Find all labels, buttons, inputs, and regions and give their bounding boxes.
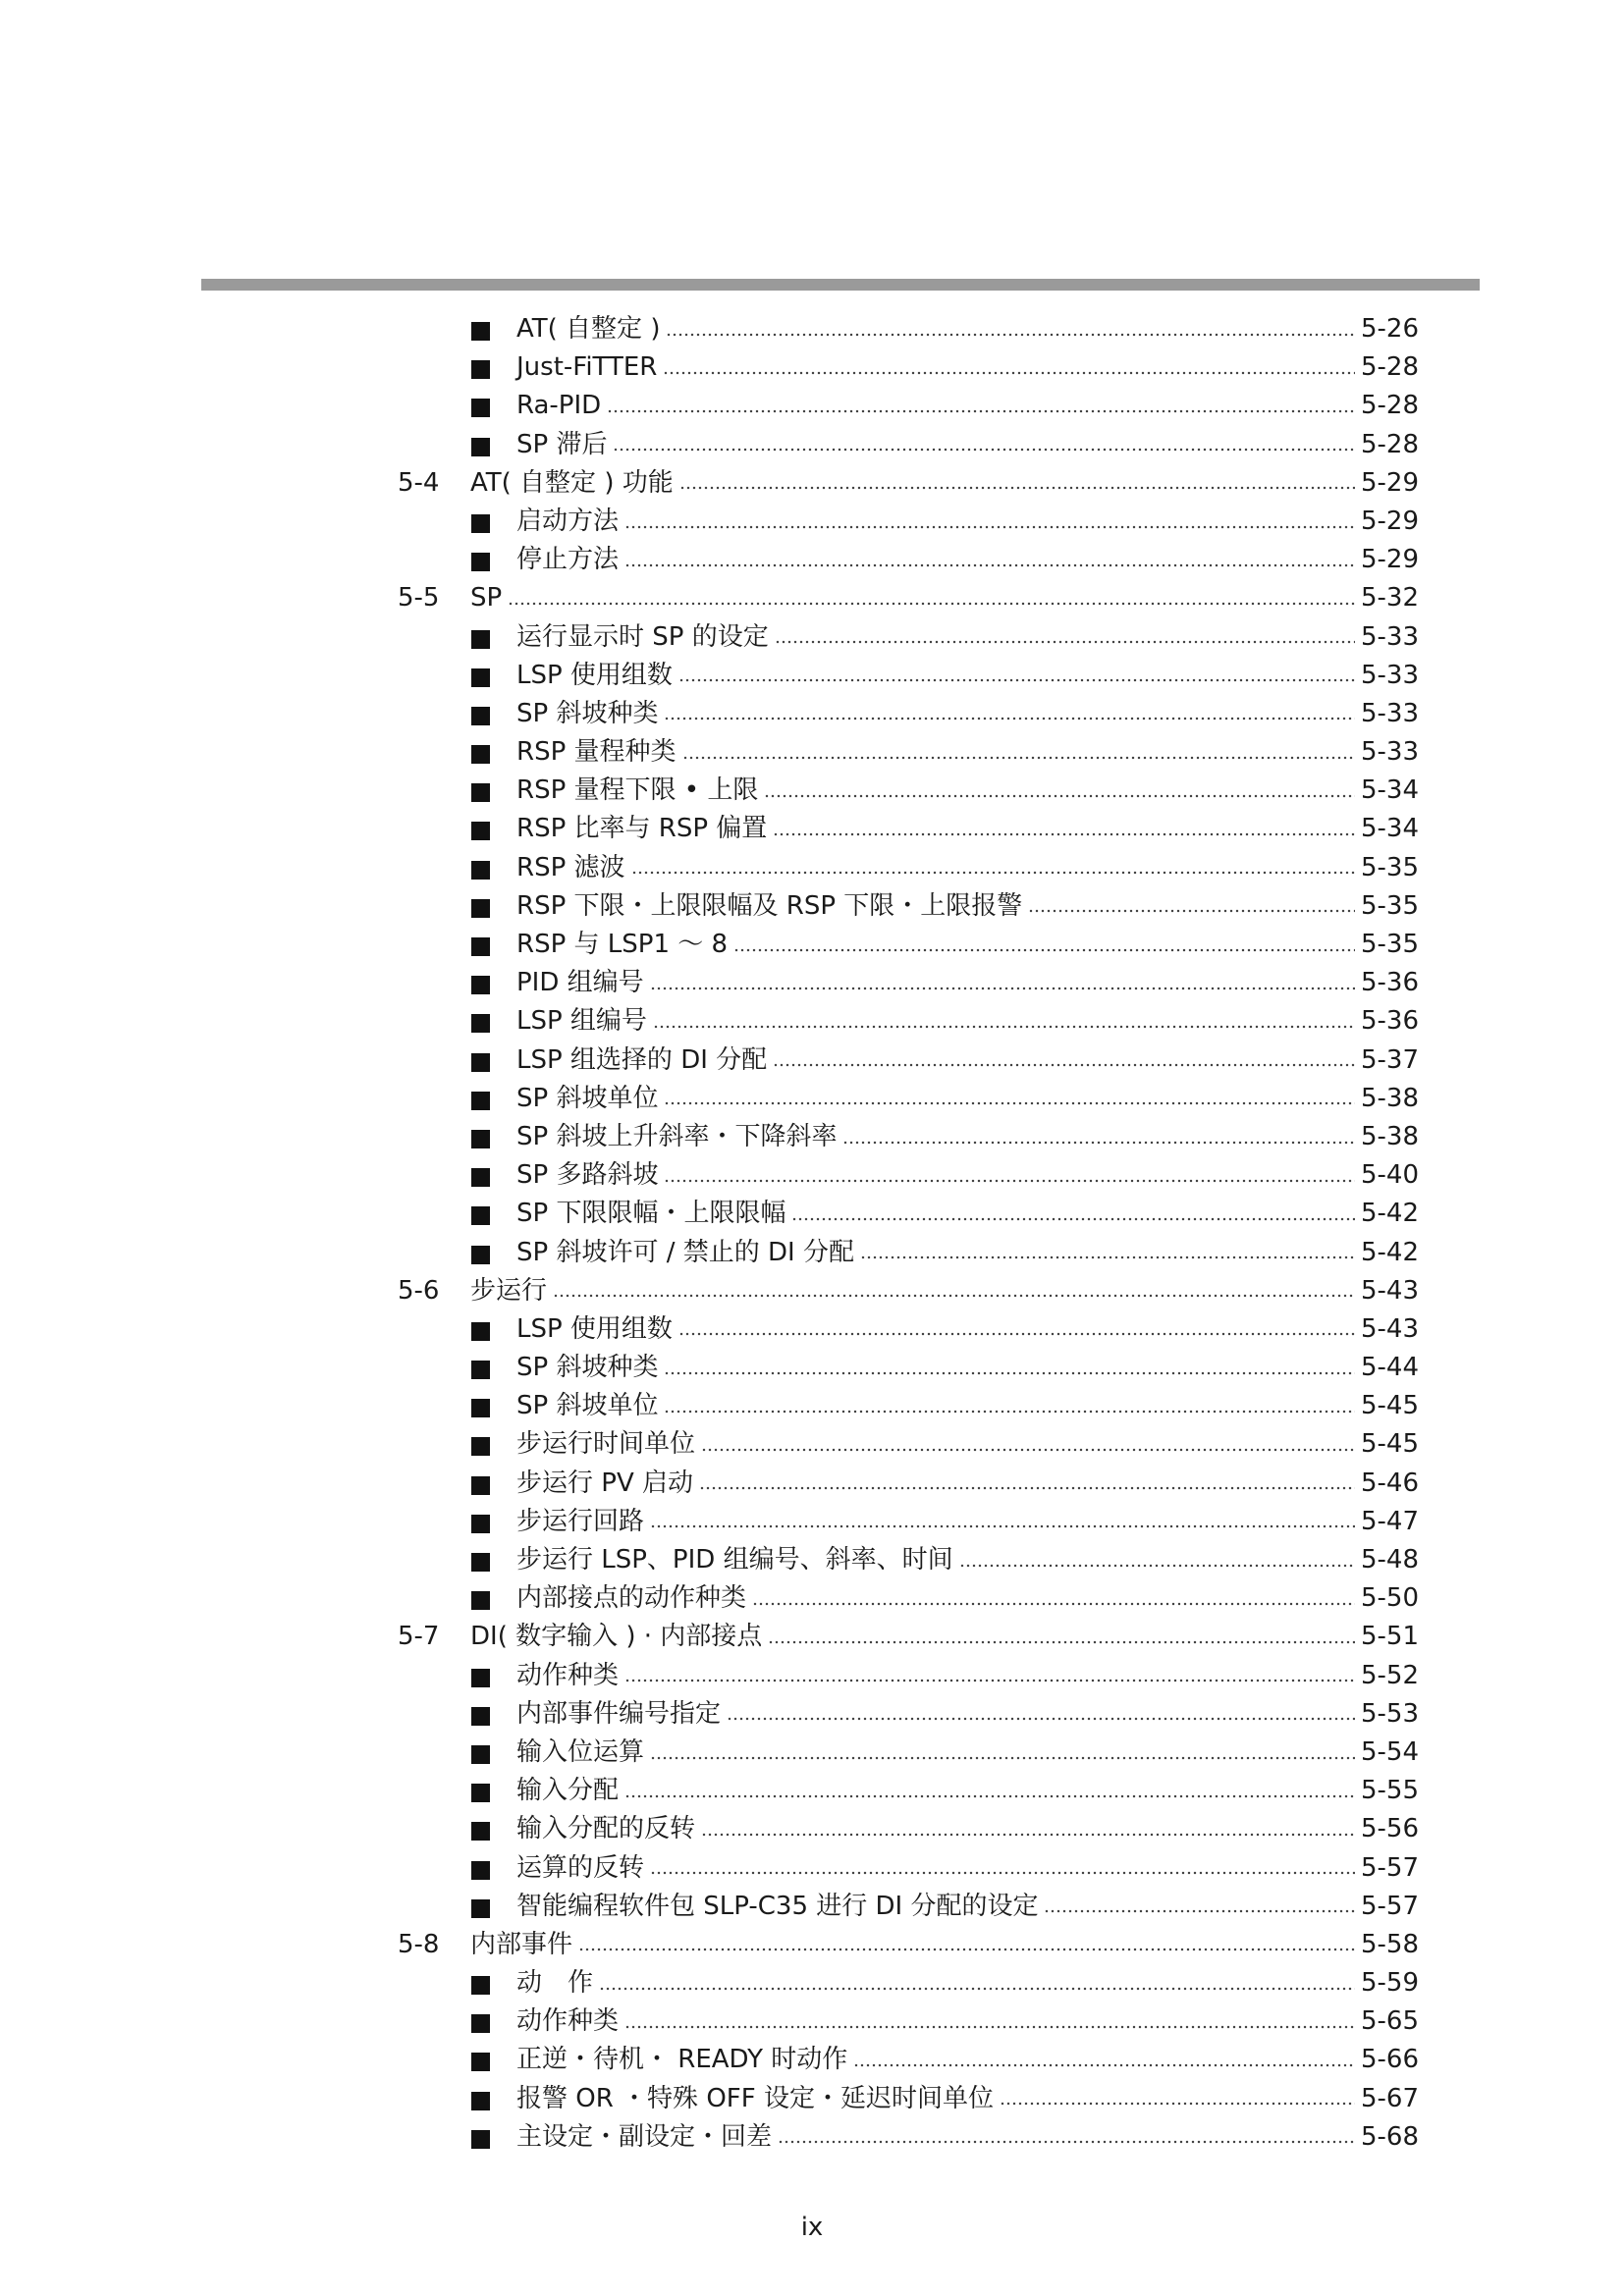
toc-page-number: 5-32: [1360, 583, 1419, 614]
toc-entry-line: [516, 2080, 1419, 2118]
square-bullet-icon: [471, 438, 490, 456]
toc-page-number: 5-36: [1360, 968, 1419, 998]
dot-leader: [650, 987, 1355, 990]
square-bullet-icon: [471, 630, 490, 649]
toc-item-row[interactable]: [398, 1810, 1419, 1848]
square-bullet-icon: [471, 1976, 490, 1995]
toc-item-row[interactable]: [398, 2041, 1419, 2079]
toc-entry-line: [516, 695, 1419, 733]
toc-section-number: 5-8: [398, 1929, 440, 1959]
toc-page-number: 5-28: [1360, 391, 1419, 421]
toc-entry-line: [516, 541, 1419, 579]
dot-leader: [1000, 2102, 1355, 2106]
dot-leader: [599, 1987, 1355, 1991]
toc-entry-line: [516, 1041, 1419, 1080]
toc-entry-line: [516, 1964, 1419, 2002]
toc-entry-line: [516, 2118, 1419, 2157]
square-bullet-icon: [471, 1784, 490, 1802]
toc-item-row[interactable]: [398, 1234, 1419, 1272]
dot-leader: [664, 1101, 1355, 1105]
toc-title: SP 斜坡单位: [516, 1083, 659, 1113]
square-bullet-icon: [471, 399, 490, 417]
toc-item-row[interactable]: [398, 810, 1419, 848]
square-bullet-icon: [471, 861, 490, 880]
toc-entry-line: [516, 849, 1419, 887]
square-bullet-icon: [471, 1399, 490, 1417]
toc-entry-line: [516, 964, 1419, 1002]
square-bullet-icon: [471, 322, 490, 341]
toc-entry-line: [516, 1234, 1419, 1272]
toc-page-number: 5-35: [1360, 852, 1419, 882]
toc-page-number: 5-66: [1360, 2045, 1419, 2075]
toc-entry-line: [516, 1195, 1419, 1233]
dot-leader: [733, 948, 1355, 952]
toc-title: PID 组编号: [516, 968, 644, 998]
square-bullet-icon: [471, 1437, 490, 1456]
dot-leader: [860, 1255, 1355, 1259]
toc-title: 内部事件: [470, 1929, 573, 1959]
toc-item-row[interactable]: [398, 926, 1419, 964]
toc-entry-line: [516, 1657, 1419, 1695]
toc-item-row[interactable]: [398, 1849, 1419, 1888]
toc-page-number: 5-54: [1360, 1736, 1419, 1767]
toc-page-number: 5-26: [1360, 314, 1419, 344]
dot-leader: [650, 1756, 1355, 1760]
dot-leader: [678, 1332, 1355, 1336]
toc-item-row[interactable]: [398, 1387, 1419, 1425]
toc-title: RSP 量程种类: [516, 737, 677, 768]
toc-entry-line: [516, 1810, 1419, 1848]
toc-item-row[interactable]: [398, 310, 1419, 348]
toc-item-row[interactable]: [398, 1541, 1419, 1579]
toc-page-number: 5-67: [1360, 2083, 1419, 2113]
toc-page-number: 5-45: [1360, 1391, 1419, 1421]
toc-page-number: 5-33: [1360, 698, 1419, 728]
toc-item-row[interactable]: [398, 657, 1419, 695]
square-bullet-icon: [471, 745, 490, 764]
dot-leader: [664, 1371, 1355, 1375]
toc-item-row[interactable]: [398, 1695, 1419, 1734]
toc-page-number: 5-33: [1360, 737, 1419, 768]
toc-title: 内部接点的动作种类: [516, 1583, 747, 1614]
toc-page-number: 5-50: [1360, 1583, 1419, 1614]
toc-section-number: 5-5: [398, 583, 440, 614]
toc-entry-line: [516, 1425, 1419, 1464]
toc-title: 动作种类: [516, 1660, 620, 1690]
toc-entry-line: [470, 579, 1419, 617]
toc-page-number: 5-68: [1360, 2121, 1419, 2152]
toc-item-row[interactable]: [398, 2002, 1419, 2041]
dot-leader: [624, 1679, 1355, 1682]
toc-entry-line: [516, 1579, 1419, 1618]
toc-page-number: 5-35: [1360, 930, 1419, 959]
square-bullet-icon: [471, 2130, 490, 2149]
toc-title: RSP 比率与 RSP 偏置: [516, 814, 768, 844]
toc-title: 步运行 PV 启动: [516, 1468, 693, 1498]
dot-leader: [773, 832, 1355, 836]
dot-leader: [959, 1564, 1355, 1568]
toc-section-number: 5-7: [398, 1622, 440, 1652]
toc-item-row[interactable]: [398, 733, 1419, 772]
toc-title: LSP 组编号: [516, 1006, 647, 1037]
toc-item-row[interactable]: [398, 1425, 1419, 1464]
dot-leader: [853, 2063, 1355, 2067]
dot-leader: [631, 871, 1355, 875]
dot-leader: [1044, 1909, 1355, 1913]
square-bullet-icon: [471, 1553, 490, 1572]
toc-title: 主设定・副设定・回差: [516, 2121, 773, 2152]
square-bullet-icon: [471, 1476, 490, 1495]
toc-entry-line: [516, 772, 1419, 810]
toc-entry-line: [516, 503, 1419, 541]
toc-page-number: 5-47: [1360, 1506, 1419, 1536]
dot-leader: [553, 1294, 1355, 1298]
toc-page-number: 5-65: [1360, 2006, 1419, 2037]
toc-title: 步运行 LSP、PID 组编号、斜率、时间: [516, 1545, 953, 1575]
dot-leader: [624, 1794, 1355, 1798]
toc-item-row[interactable]: [398, 1772, 1419, 1810]
toc-title: 输入位运算: [516, 1736, 645, 1767]
dot-leader: [701, 1448, 1355, 1452]
toc-item-row[interactable]: [398, 387, 1419, 425]
toc-title: 运算的反转: [516, 1852, 645, 1883]
toc-item-row[interactable]: [398, 1503, 1419, 1541]
square-bullet-icon: [471, 1168, 490, 1187]
toc-section-row[interactable]: [398, 579, 1419, 617]
toc-title: LSP 使用组数: [516, 660, 673, 690]
toc-page-number: 5-29: [1360, 506, 1419, 536]
square-bullet-icon: [471, 1861, 490, 1880]
toc-entry-line: [516, 1503, 1419, 1541]
toc-item-row[interactable]: [398, 541, 1419, 579]
toc-entry-line: [516, 657, 1419, 695]
dot-leader: [650, 1871, 1355, 1875]
toc-page-number: 5-42: [1360, 1199, 1419, 1229]
toc-title: 智能编程软件包 SLP-C35 进行 DI 分配的设定: [516, 1891, 1039, 1921]
toc-title: 动作种类: [516, 2006, 620, 2037]
toc-page-number: 5-57: [1360, 1852, 1419, 1883]
toc-item-row[interactable]: [398, 1156, 1419, 1195]
square-bullet-icon: [471, 360, 490, 379]
dot-leader: [666, 333, 1355, 337]
toc-page-number: 5-38: [1360, 1083, 1419, 1113]
dot-leader: [664, 1179, 1355, 1183]
toc-item-row[interactable]: [398, 1579, 1419, 1618]
toc-title: SP 斜坡单位: [516, 1391, 659, 1421]
toc-page-number: 5-36: [1360, 1006, 1419, 1037]
toc-section-row[interactable]: [398, 1926, 1419, 1964]
toc-entry-line: [516, 426, 1419, 464]
toc-page-number: 5-28: [1360, 429, 1419, 459]
toc-item-row[interactable]: [398, 1465, 1419, 1503]
dot-leader: [773, 1063, 1355, 1067]
square-bullet-icon: [471, 2014, 490, 2033]
toc-entry-line: [516, 2002, 1419, 2041]
toc-entry-line: [516, 310, 1419, 348]
dot-leader: [775, 640, 1355, 644]
toc-page-number: 5-57: [1360, 1891, 1419, 1921]
toc-title: LSP 组选择的 DI 分配: [516, 1044, 768, 1075]
toc-item-row[interactable]: [398, 772, 1419, 810]
toc-entry-line: [516, 1541, 1419, 1579]
toc-page-number: 5-59: [1360, 1968, 1419, 1999]
toc-title: RSP 量程下限 • 上限: [516, 775, 759, 806]
toc-title: 启动方法: [516, 506, 620, 536]
toc-title: 停止方法: [516, 545, 620, 575]
dot-leader: [768, 1640, 1355, 1644]
toc-item-row[interactable]: [398, 1349, 1419, 1387]
dot-leader: [752, 1602, 1355, 1606]
toc-page-number: 5-51: [1360, 1622, 1419, 1652]
toc-title: SP 斜坡上升斜率・下降斜率: [516, 1121, 838, 1151]
dot-leader: [778, 2140, 1355, 2144]
toc-item-row[interactable]: [398, 1734, 1419, 1772]
toc-entry-line: [516, 1156, 1419, 1195]
toc-page-number: 5-33: [1360, 660, 1419, 690]
toc-title: 正逆・待机・ READY 时动作: [516, 2045, 848, 2075]
page-number: ix: [800, 2213, 824, 2242]
square-bullet-icon: [471, 2053, 490, 2071]
toc-item-row[interactable]: [398, 1080, 1419, 1118]
toc-title: 输入分配的反转: [516, 1814, 696, 1844]
toc-title: SP 下限限幅・上限限幅: [516, 1199, 786, 1229]
toc-entry-line: [516, 1387, 1419, 1425]
toc-title: AT( 自整定 ): [516, 314, 661, 344]
dot-leader: [663, 371, 1355, 375]
square-bullet-icon: [471, 899, 490, 918]
dot-leader: [508, 602, 1355, 606]
dot-leader: [679, 486, 1355, 490]
square-bullet-icon: [471, 1669, 490, 1687]
toc-title: SP 多路斜坡: [516, 1160, 659, 1191]
dot-leader: [624, 525, 1355, 529]
toc-section-number: 5-4: [398, 467, 440, 498]
square-bullet-icon: [471, 1130, 490, 1148]
toc-title: SP 滞后: [516, 429, 608, 459]
toc-item-row[interactable]: [398, 503, 1419, 541]
square-bullet-icon: [471, 1092, 490, 1110]
toc-item-row[interactable]: [398, 2080, 1419, 2118]
toc-page-number: 5-45: [1360, 1429, 1419, 1460]
toc-item-row[interactable]: [398, 2118, 1419, 2157]
top-rule: [201, 279, 1480, 291]
toc-item-row[interactable]: [398, 1310, 1419, 1349]
toc-section-row[interactable]: [398, 464, 1419, 503]
toc-title: 动 作: [516, 1968, 594, 1999]
square-bullet-icon: [471, 937, 490, 956]
toc-title: SP: [470, 583, 503, 614]
toc-title: Ra-PID: [516, 391, 602, 421]
toc-title: 步运行: [470, 1275, 548, 1306]
toc-entry-line: [516, 887, 1419, 926]
square-bullet-icon: [471, 668, 490, 687]
toc-entry-line: [470, 1618, 1419, 1656]
dot-leader: [624, 563, 1355, 567]
toc-title: 内部事件编号指定: [516, 1698, 722, 1729]
toc-title: AT( 自整定 ) 功能: [470, 467, 674, 498]
toc-item-row[interactable]: [398, 1041, 1419, 1080]
toc-entry-line: [516, 618, 1419, 657]
toc-item-row[interactable]: [398, 1118, 1419, 1156]
toc-title: SP 斜坡许可 / 禁止的 DI 分配: [516, 1237, 854, 1267]
toc-item-row[interactable]: [398, 1964, 1419, 2002]
toc-page-number: 5-55: [1360, 1776, 1419, 1806]
toc-page-number: 5-28: [1360, 352, 1419, 383]
toc-item-row[interactable]: [398, 1657, 1419, 1695]
dot-leader: [664, 717, 1355, 721]
toc-page-number: 5-37: [1360, 1044, 1419, 1075]
toc-title: SP 斜坡种类: [516, 698, 659, 728]
toc-title: 步运行时间单位: [516, 1429, 696, 1460]
dot-leader: [624, 2025, 1355, 2029]
toc-title: 报警 OR ・特殊 OFF 设定・延迟时间单位: [516, 2083, 994, 2113]
toc-page-number: 5-42: [1360, 1237, 1419, 1267]
toc-entry-line: [516, 1310, 1419, 1349]
dot-leader: [664, 1410, 1355, 1414]
toc-page-number: 5-56: [1360, 1814, 1419, 1844]
toc-entry-line: [516, 1349, 1419, 1387]
toc-item-row[interactable]: [398, 887, 1419, 926]
square-bullet-icon: [471, 1591, 490, 1610]
toc-page-number: 5-46: [1360, 1468, 1419, 1498]
toc-section-row[interactable]: [398, 1618, 1419, 1656]
toc-title: 步运行回路: [516, 1506, 645, 1536]
toc-entry-line: [516, 1080, 1419, 1118]
square-bullet-icon: [471, 2092, 490, 2110]
square-bullet-icon: [471, 1206, 490, 1225]
toc-entry-line: [516, 1849, 1419, 1888]
toc-item-row[interactable]: [398, 426, 1419, 464]
dot-leader: [650, 1524, 1355, 1528]
toc-title: 输入分配: [516, 1776, 620, 1806]
toc-title: SP 斜坡种类: [516, 1353, 659, 1383]
dot-leader: [727, 1717, 1355, 1721]
toc-item-row[interactable]: [398, 348, 1419, 387]
square-bullet-icon: [471, 1014, 490, 1033]
toc-page-number: 5-34: [1360, 814, 1419, 844]
toc-item-row[interactable]: [398, 1002, 1419, 1041]
toc-section-row[interactable]: [398, 1272, 1419, 1310]
toc-item-row[interactable]: [398, 964, 1419, 1002]
dot-leader: [578, 1948, 1355, 1951]
toc-title: RSP 下限・上限限幅及 RSP 下限・上限报警: [516, 890, 1023, 921]
toc-section-number: 5-6: [398, 1275, 440, 1306]
toc-entry-line: [516, 1695, 1419, 1734]
dot-leader: [791, 1217, 1355, 1221]
toc-entry-line: [470, 464, 1419, 503]
toc-entry-line: [516, 810, 1419, 848]
dot-leader: [701, 1833, 1355, 1837]
toc-entry-line: [516, 1465, 1419, 1503]
square-bullet-icon: [471, 822, 490, 840]
dot-leader: [682, 756, 1355, 760]
toc-page-number: 5-34: [1360, 775, 1419, 806]
table-of-contents: [398, 310, 1419, 2157]
toc-title: RSP 与 LSP1 ～ 8: [516, 930, 729, 959]
toc-entry-line: [516, 348, 1419, 387]
square-bullet-icon: [471, 707, 490, 725]
square-bullet-icon: [471, 783, 490, 802]
toc-title: RSP 滤波: [516, 852, 625, 882]
toc-page-number: 5-35: [1360, 890, 1419, 921]
square-bullet-icon: [471, 1899, 490, 1918]
dot-leader: [764, 794, 1355, 798]
toc-page-number: 5-40: [1360, 1160, 1419, 1191]
toc-page-number: 5-53: [1360, 1698, 1419, 1729]
square-bullet-icon: [471, 514, 490, 533]
toc-page-number: 5-58: [1360, 1929, 1419, 1959]
square-bullet-icon: [471, 1745, 490, 1764]
toc-item-row[interactable]: [398, 695, 1419, 733]
toc-title: 运行显示时 SP 的设定: [516, 621, 769, 652]
toc-page-number: 5-29: [1360, 545, 1419, 575]
toc-page-number: 5-48: [1360, 1545, 1419, 1575]
dot-leader: [613, 448, 1355, 452]
dot-leader: [842, 1141, 1355, 1145]
square-bullet-icon: [471, 1246, 490, 1264]
square-bullet-icon: [471, 976, 490, 994]
toc-title: Just-FiTTER: [516, 352, 658, 383]
toc-entry-line: [470, 1926, 1419, 1964]
square-bullet-icon: [471, 1515, 490, 1533]
square-bullet-icon: [471, 553, 490, 571]
square-bullet-icon: [471, 1322, 490, 1341]
toc-title: LSP 使用组数: [516, 1313, 673, 1344]
toc-page-number: 5-43: [1360, 1275, 1419, 1306]
toc-entry-line: [516, 1888, 1419, 1926]
toc-entry-line: [516, 926, 1419, 964]
toc-item-row[interactable]: [398, 1888, 1419, 1926]
dot-leader: [653, 1025, 1355, 1029]
toc-item-row[interactable]: [398, 618, 1419, 657]
dot-leader: [1028, 909, 1355, 913]
toc-page-number: 5-43: [1360, 1313, 1419, 1344]
toc-page-number: 5-38: [1360, 1121, 1419, 1151]
toc-entry-line: [516, 733, 1419, 772]
toc-entry-line: [470, 1272, 1419, 1310]
toc-title: DI( 数字输入 ) · 内部接点: [470, 1622, 763, 1652]
toc-entry-line: [516, 387, 1419, 425]
square-bullet-icon: [471, 1707, 490, 1726]
toc-page-number: 5-44: [1360, 1353, 1419, 1383]
dot-leader: [678, 678, 1355, 682]
toc-entry-line: [516, 1118, 1419, 1156]
toc-page-number: 5-52: [1360, 1660, 1419, 1690]
toc-page-number: 5-33: [1360, 621, 1419, 652]
square-bullet-icon: [471, 1361, 490, 1379]
toc-entry-line: [516, 1772, 1419, 1810]
square-bullet-icon: [471, 1822, 490, 1841]
toc-entry-line: [516, 1734, 1419, 1772]
dot-leader: [699, 1486, 1355, 1490]
square-bullet-icon: [471, 1053, 490, 1072]
toc-entry-line: [516, 2041, 1419, 2079]
toc-page-number: 5-29: [1360, 467, 1419, 498]
dot-leader: [607, 409, 1355, 413]
toc-entry-line: [516, 1002, 1419, 1041]
toc-item-row[interactable]: [398, 849, 1419, 887]
toc-item-row[interactable]: [398, 1195, 1419, 1233]
